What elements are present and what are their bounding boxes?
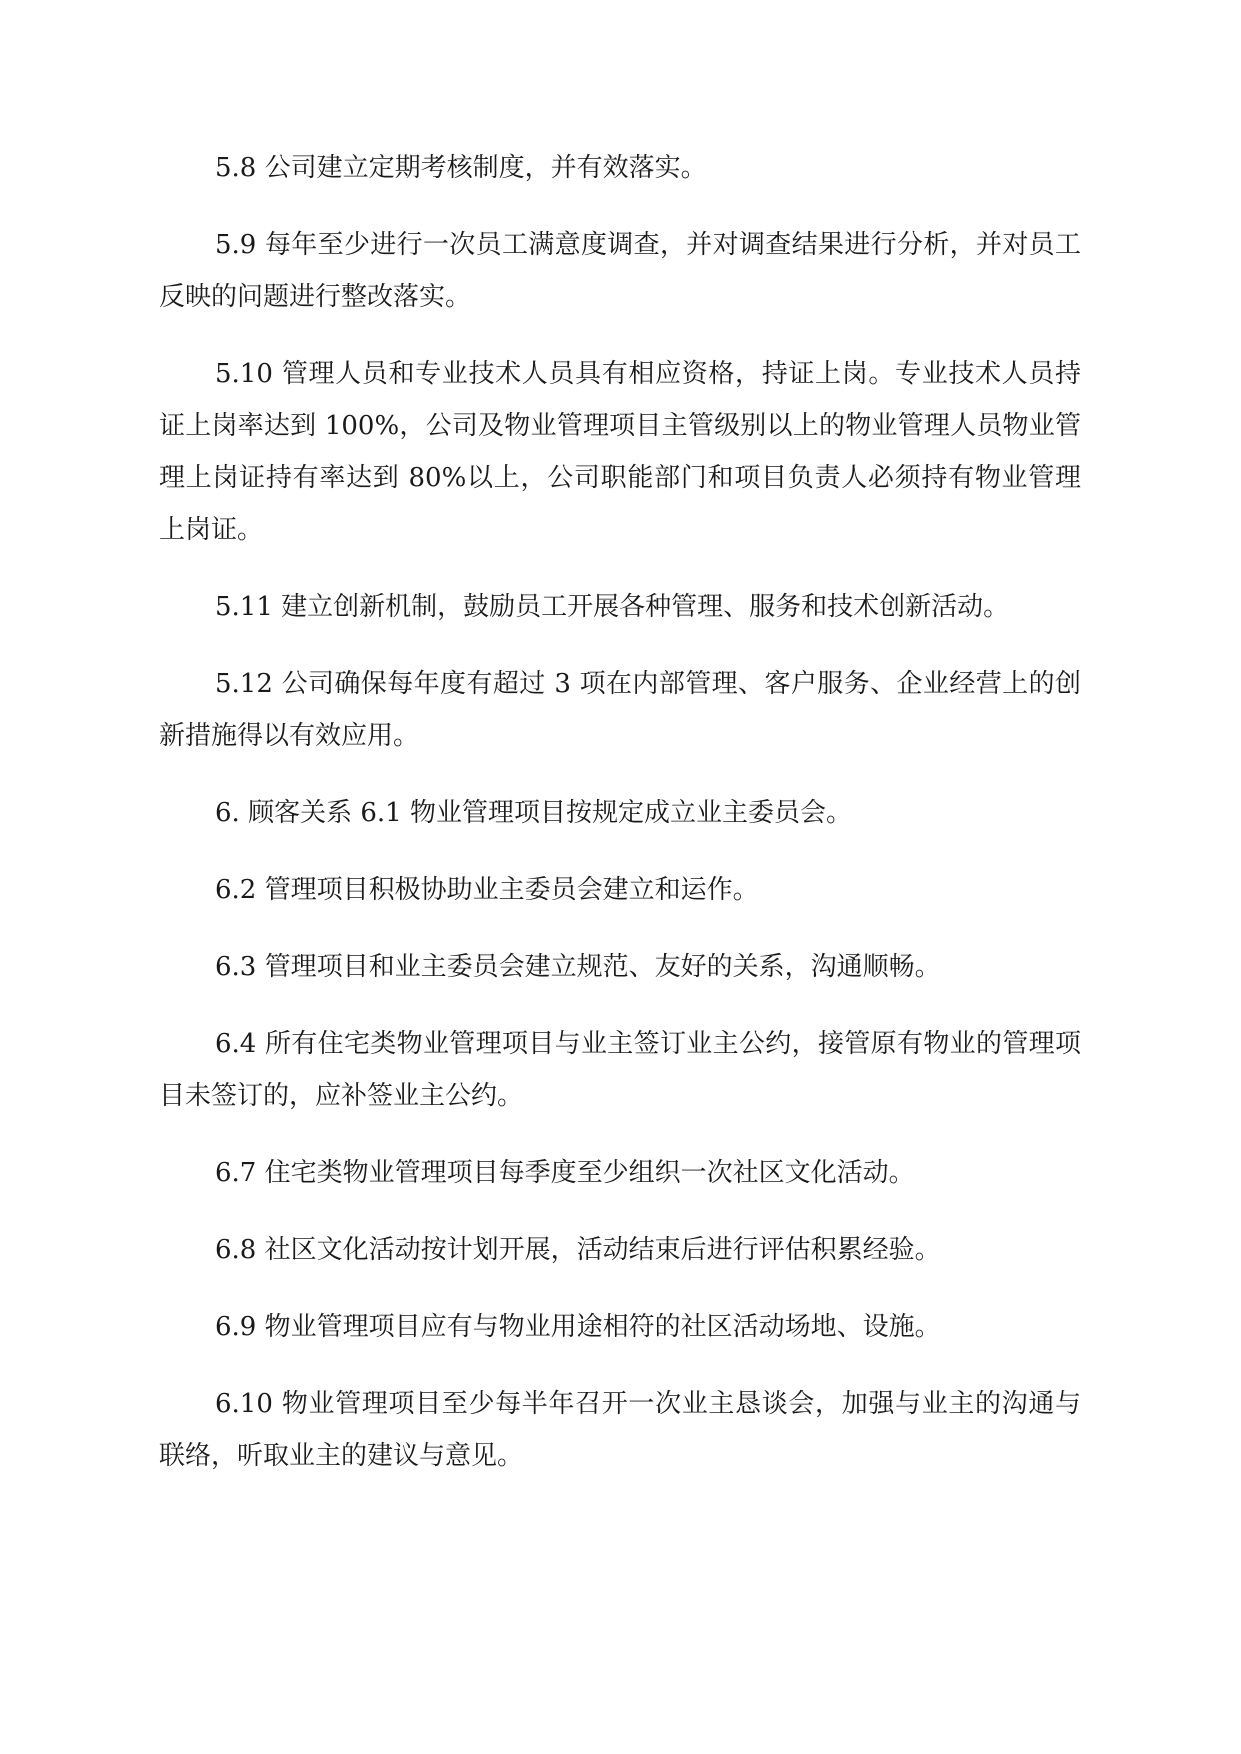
document-body <box>159 142 1081 1507</box>
paragraph-6-3: 6.3 管理项目和业主委员会建立规范、友好的关系，沟通顺畅。 <box>215 952 941 982</box>
paragraph-5-12: 5.12 公司确保每年度有超过 3 项在内部管理、客户服务、企业经营上的创新措施得以有效应用。 <box>159 669 1081 751</box>
paragraph-5-10: 5.10 管理人员和专业技术人员具有相应资格，持证上岗。专业技术人员持证上岗率达到 100%，公司及物业管理项目主管级别以上的物业管理人员物业管理上岗证持有率达到 80%以上，公司职能部门和项目负责人必须持有物业管理上岗证。 <box>159 359 1081 545</box>
paragraph-6-1: 6. 顾客关系 6.1 物业管理项目按规定成立业主委员会。 <box>215 798 852 828</box>
paragraph-5-11: 5.11 建立创新机制，鼓励员工开展各种管理、服务和技术创新活动。 <box>215 592 1010 622</box>
paragraph-6-9: 6.9 物业管理项目应有与物业用途相符的社区活动场地、设施。 <box>215 1312 941 1342</box>
paragraph-6-7: 6.7 住宅类物业管理项目每季度至少组织一次社区文化活动。 <box>215 1158 915 1188</box>
paragraph-6-10: 6.10 物业管理项目至少每半年召开一次业主恳谈会，加强与业主的沟通与联络，听取业主的建议与意见。 <box>159 1389 1081 1471</box>
paragraph-5-8: 5.8 公司建立定期考核制度，并有效落实。 <box>215 153 707 183</box>
paragraph-6-4: 6.4 所有住宅类物业管理项目与业主签订业主公约，接管原有物业的管理项目未签订的，应补签业主公约。 <box>159 1029 1081 1111</box>
paragraph-6-8: 6.8 社区文化活动按计划开展，活动结束后进行评估积累经验。 <box>215 1235 941 1265</box>
paragraph-6-2: 6.2 管理项目积极协助业主委员会建立和运作。 <box>215 875 759 905</box>
paragraph-5-9: 5.9 每年至少进行一次员工满意度调查，并对调查结果进行分析，并对员工反映的问题进行整改落实。 <box>159 230 1081 312</box>
